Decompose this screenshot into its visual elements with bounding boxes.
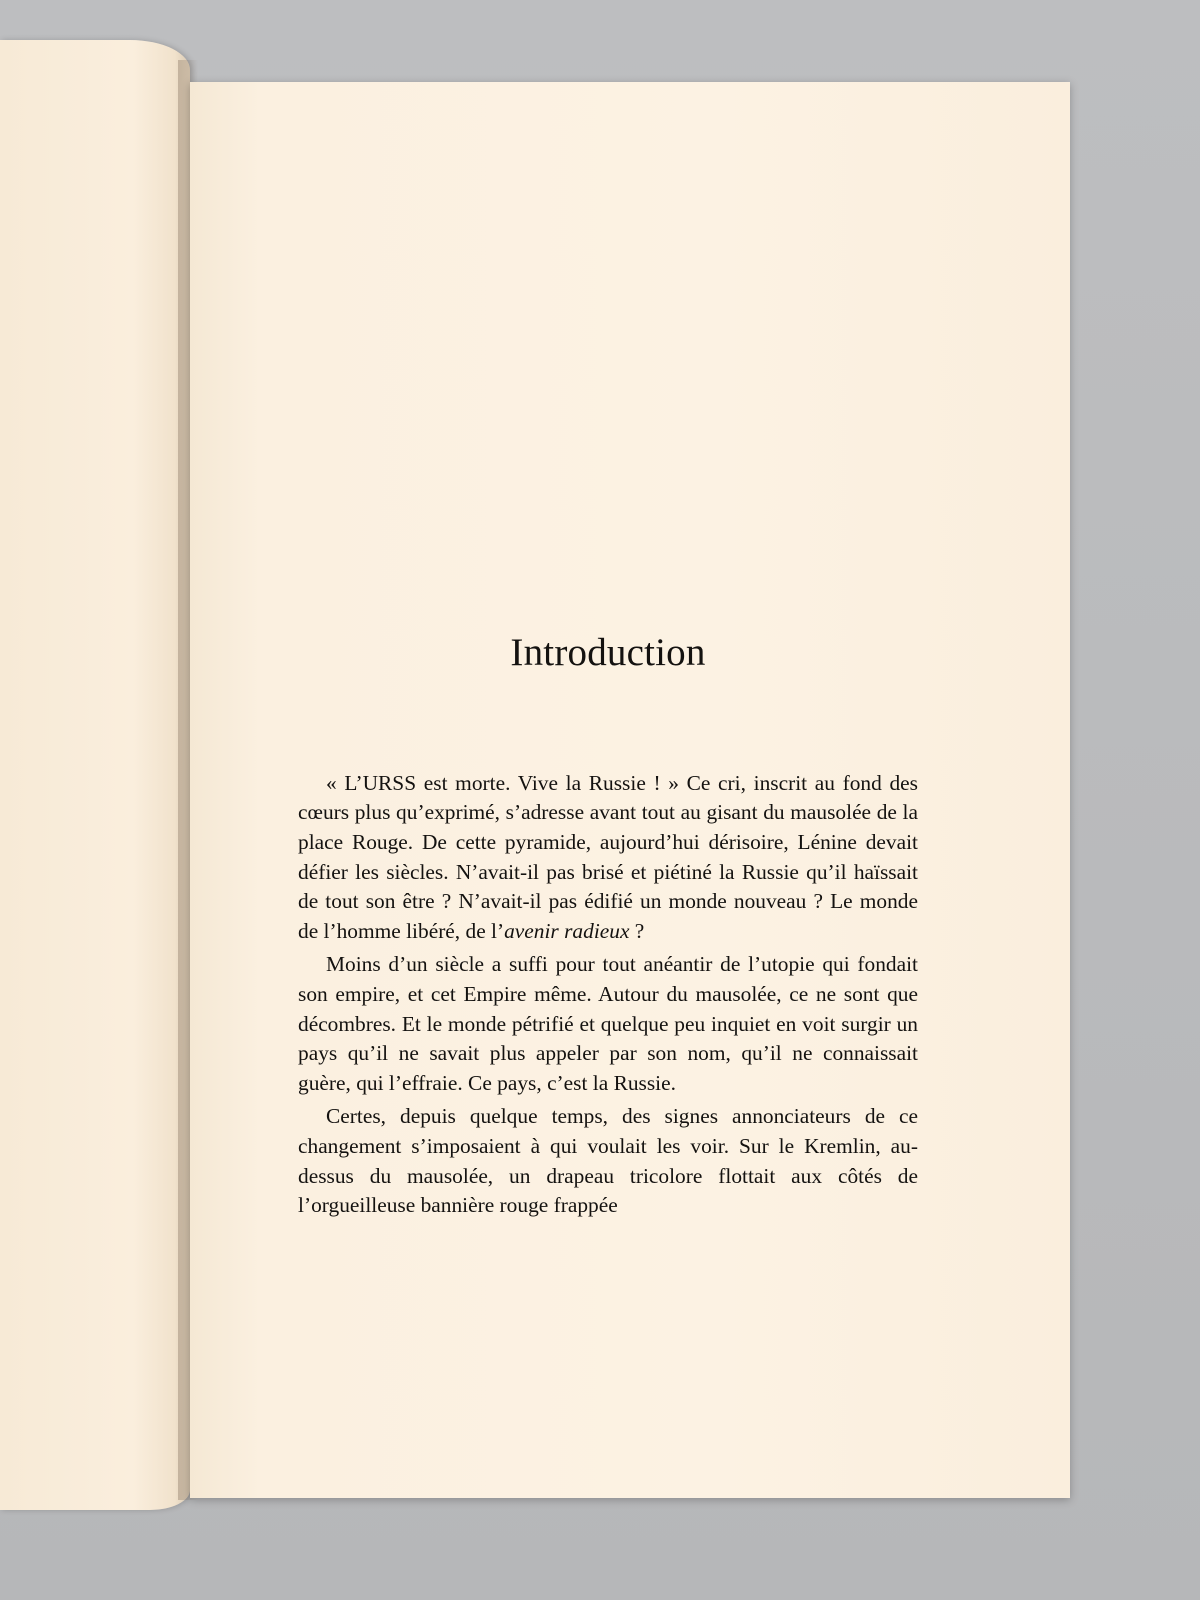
paragraph-1-end: ? xyxy=(629,918,645,943)
paragraph-3: Certes, depuis quelque temps, des signes annonciateurs de ce changement s’imposaient à qui voulait les voir. Sur le Kremlin, au-dessus du mausolée, un drapeau tricolore flottait aux côtés de l’orgueilleuse bannière rouge frappée xyxy=(298,1104,918,1218)
right-page xyxy=(190,82,1070,1498)
page-text-block xyxy=(298,630,918,1225)
paragraph-1 xyxy=(298,769,918,947)
paragraph-1-italic: avenir radieux xyxy=(504,918,630,943)
paragraph-1-text: « L’URSS est morte. Vive la Russie ! » Ce cri, inscrit au fond des cœurs plus qu’exprimé, s’adresse avant tout au gisant du mausolée de la place Rouge. De cette pyramide, aujourd’hui dérisoire, Lénine devait défier les siècles. N’avait-il pas brisé et piétiné la Russie qu’il haïssait de tout son être ? N’avait-il pas édifié un monde nouveau ? Le monde de l’homme libéré, de l’ xyxy=(298,770,918,943)
chapter-title: Introduction xyxy=(510,631,706,674)
paragraph-2: Moins d’un siècle a suffi pour tout anéantir de l’utopie qui fondait son empire, et cet Empire même. Autour du mausolée, ce ne sont que décombres. Et le monde pétrifié et quelque peu inquiet en voit surgir un pays qu’il ne savait plus appeler par son nom, qu’il ne connaissait guère, qui l’effraie. Ce pays, c’est la Russie. xyxy=(298,952,918,1095)
left-page xyxy=(0,40,190,1510)
